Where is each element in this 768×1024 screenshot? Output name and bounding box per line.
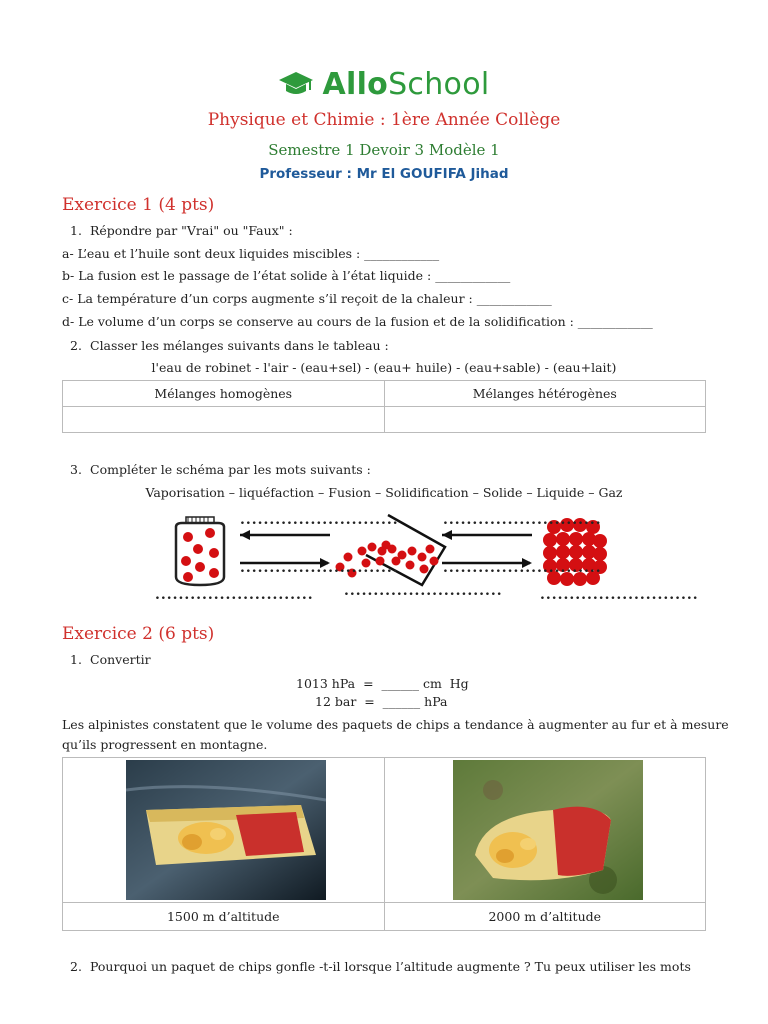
paragraph-line-2: qu’ils progressent en montagne. xyxy=(62,737,268,752)
question-number: 2. xyxy=(70,959,82,974)
blank-middle-right: ........................... xyxy=(443,560,602,576)
question-2-chips: Pourquoi un paquet de chips gonfle -t-il lorsque l’altitude augmente ? Tu peux utiliser les mots xyxy=(90,959,691,974)
question-3-text: Compléter le schéma par les mots suivants : xyxy=(90,462,371,477)
mixture-list: l'eau de robinet - l'air - (eau+sel) - (eau+ huile) - (eau+sable) - (eau+lait) xyxy=(151,360,617,375)
caption-1500: 1500 m d’altitude xyxy=(63,903,385,931)
question-2-text: Classer les mélanges suivants dans le tableau : xyxy=(90,338,389,353)
question-1-text: Répondre par "Vrai" ou "Faux" : xyxy=(90,223,293,238)
chips-bag-photo-1500m xyxy=(126,760,326,900)
teacher-name: Professeur : Mr El GOUFIFA Jihad xyxy=(259,166,509,182)
question-number: 1. xyxy=(70,652,82,667)
exercise-2-title: Exercice 2 (6 pts) xyxy=(62,624,215,644)
caption-2000: 2000 m d’altitude xyxy=(384,903,706,931)
table-header-heterogeneous: Mélanges hétérogènes xyxy=(384,381,706,407)
blank-top-right: ........................... xyxy=(443,512,602,528)
blank-middle-left: ........................... xyxy=(240,560,399,576)
true-false-item-c: c- La température d’un corps augmente s’il reçoit de la chaleur : ____________ xyxy=(62,291,552,306)
mixtures-table xyxy=(62,380,706,433)
question-number: 1. xyxy=(70,223,82,238)
true-false-item-b: b- La fusion est le passage de l’état solide à l’état liquide : ____________ xyxy=(62,268,511,283)
paragraph-line-1: Les alpinistes constatent que le volume des paquets de chips a tendance à augmenter au fur et à mesure xyxy=(62,717,729,732)
chips-bag-photo-2000m xyxy=(453,760,643,900)
blank-top-left: ........................... xyxy=(240,512,399,528)
conversion-2: 12 bar = ______ hPa xyxy=(315,694,448,709)
conversion-1: 1013 hPa = ______ cm Hg xyxy=(296,676,469,691)
exercise-1-title: Exercice 1 (4 pts) xyxy=(62,195,215,215)
true-false-item-a: a- L’eau et l’huile sont deux liquides miscibles : ____________ xyxy=(62,246,440,261)
logo-word-school: School xyxy=(388,66,490,102)
logo-word-allo: Allo xyxy=(322,66,389,102)
blank-gas: ........................... xyxy=(155,587,314,603)
table-header-homogeneous: Mélanges homogènes xyxy=(63,381,385,407)
table-cell-homogeneous[interactable] xyxy=(63,407,385,433)
word-bank: Vaporisation – liquéfaction – Fusion – Solidification – Solide – Liquide – Gaz xyxy=(145,485,623,500)
page-title: Physique et Chimie : 1ère Année Collège xyxy=(207,110,561,130)
gas-jar-icon xyxy=(176,517,224,585)
alloschool-logo xyxy=(0,64,768,104)
convert-label: Convertir xyxy=(90,652,151,667)
page-subtitle: Semestre 1 Devoir 3 Modèle 1 xyxy=(268,141,500,159)
table-cell-heterogeneous[interactable] xyxy=(384,407,706,433)
blank-solid: ........................... xyxy=(540,587,699,603)
question-number: 2. xyxy=(70,338,82,353)
graduation-cap-icon xyxy=(278,70,314,98)
true-false-item-d: d- Le volume d’un corps se conserve au cours de la fusion et de la solidification : ____________ xyxy=(62,314,653,329)
question-number: 3. xyxy=(70,462,82,477)
blank-liquid: ........................... xyxy=(344,583,503,599)
